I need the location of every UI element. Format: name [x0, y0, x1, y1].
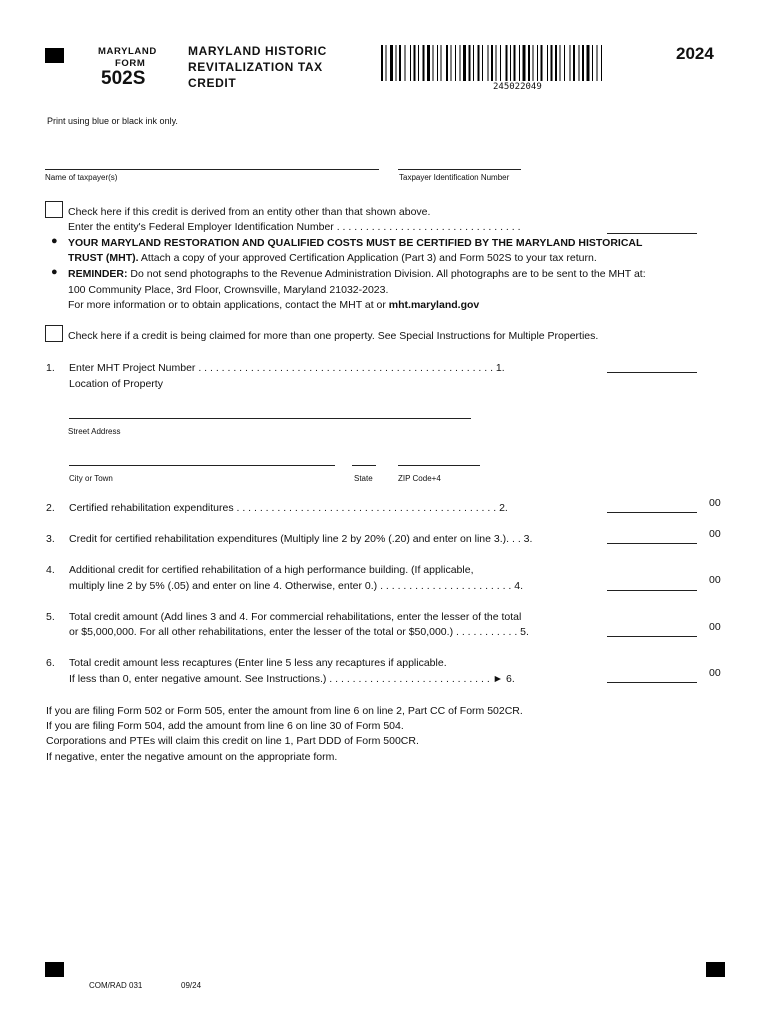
line-1-text: Enter MHT Project Number . . . . . . . . . . . . . . . . . . . . . . . . . . . . . . . . . . . . . . . . . . . . . . . . . . . 1. [69, 362, 505, 374]
location-label: Location of Property [69, 378, 163, 390]
zip-input[interactable] [398, 451, 480, 466]
registration-mark-top-left [45, 48, 64, 63]
line-2-amount-input[interactable] [607, 498, 697, 513]
line-2-number: 2. [46, 502, 55, 514]
bullet-2-line-1 [68, 267, 646, 283]
form-date: 09/24 [181, 981, 202, 990]
line-5-amount-input[interactable] [607, 622, 697, 637]
line-6-amount-input[interactable] [607, 668, 697, 683]
street-address-input[interactable] [69, 404, 471, 419]
mht-project-number-input[interactable] [607, 358, 697, 373]
form-title-line-3: CREDIT [188, 76, 237, 90]
line-4-text-b: multiply line 2 by 5% (.05) and enter on line 4. Otherwise, enter 0.) . . . . . . . . . . . . . . . . . . . . . . . 4. [69, 580, 524, 592]
line-4-number: 4. [46, 564, 55, 576]
tax-year: 2024 [676, 44, 714, 63]
print-note: Print using blue or black ink only. [47, 116, 178, 126]
taxpayer-id-input[interactable] [398, 155, 521, 170]
bullet-2: ● [51, 266, 58, 278]
line-5-text-a: Total credit amount (Add lines 3 and 4. For commercial rehabilitations, enter the lesser of the total [69, 611, 522, 623]
line-6-cents: 00 [709, 667, 721, 679]
entity-checkbox[interactable] [45, 201, 63, 218]
line-6-number: 6. [46, 657, 55, 669]
line-3-amount-input[interactable] [607, 529, 697, 544]
form-title-line-2: REVITALIZATION TAX [188, 60, 323, 74]
line-4-cents: 00 [709, 574, 721, 586]
state-label: State [354, 474, 373, 483]
barcode [381, 45, 657, 81]
bullet-1-rest: Attach a copy of your approved Certification Application (Part 3) and Form 502S to your tax return. [138, 252, 597, 264]
note-4: If negative, enter the negative amount on the appropriate form. [46, 751, 338, 763]
note-2: If you are filing Form 504, add the amount from line 6 on line 30 of Form 504. [46, 720, 404, 732]
line-3-text: Credit for certified rehabilitation expenditures (Multiply line 2 by 20% (.20) and enter on line 3.). . . 3. [69, 533, 533, 545]
entity-check-label: Check here if this credit is derived from an entity other than that shown above. [68, 206, 431, 218]
multi-property-checkbox[interactable] [45, 325, 63, 342]
form-number: 502S [101, 68, 146, 89]
note-3: Corporations and PTEs will claim this credit on line 1, Part DDD of Form 500CR. [46, 735, 419, 747]
barcode-number: 245022049 [493, 82, 542, 92]
bullet-1-line-2 [68, 251, 597, 267]
form-title-line-1: MARYLAND HISTORIC [188, 44, 327, 58]
mht-link[interactable]: mht.maryland.gov [388, 299, 480, 311]
street-address-label: Street Address [68, 427, 121, 436]
taxpayer-name-label: Name of taxpayer(s) [45, 173, 118, 182]
zip-label: ZIP Code+4 [398, 474, 441, 483]
bullet-1-bold: YOUR MARYLAND RESTORATION AND QUALIFIED COSTS MUST BE CERTIFIED BY THE MARYLAND HISTORICAL [68, 237, 643, 249]
fein-input[interactable] [607, 219, 697, 234]
bullet-2-rest: Do not send photographs to the Revenue Administration Division. All photographs are to be sent to the MHT at: [127, 268, 646, 280]
line-2-text: Certified rehabilitation expenditures . . . . . . . . . . . . . . . . . . . . . . . . . . . . . . . . . . . . . . . . . . . . . 2. [69, 502, 508, 514]
form-code: COM/RAD 031 [89, 981, 143, 990]
line-5-text-b: or $5,000,000. For all other rehabilitations, enter the lesser of the total or $50,000.) . . . . . . . . . . . 5. [69, 626, 529, 638]
bullet-2-bold: REMINDER: [68, 268, 128, 280]
bullet-1-bold-2: TRUST (MHT). [68, 252, 139, 264]
taxpayer-name-input[interactable] [45, 155, 379, 170]
bullet-2-line-3-pre: For more information or to obtain applications, contact the MHT at or [68, 299, 389, 311]
form-prefix-maryland: MARYLAND [98, 46, 157, 57]
line-5-cents: 00 [709, 621, 721, 633]
line-5-number: 5. [46, 611, 55, 623]
bullet-1: ● [51, 235, 58, 247]
registration-mark-bottom-left [45, 962, 64, 977]
line-2-cents: 00 [709, 497, 721, 509]
line-4-text-a: Additional credit for certified rehabilitation of a high performance building. (If applicable, [69, 564, 474, 576]
state-input[interactable] [352, 451, 376, 466]
line-6-text-a: Total credit amount less recaptures (Enter line 5 less any recaptures if applicable. [69, 657, 447, 669]
city-label: City or Town [69, 474, 113, 483]
line-3-cents: 00 [709, 528, 721, 540]
multi-property-label: Check here if a credit is being claimed for more than one property. See Special Instructions for Multiple Properties. [68, 330, 599, 342]
form-prefix-form: FORM [115, 58, 146, 69]
fein-label: Enter the entity's Federal Employer Identification Number . . . . . . . . . . . . . . . . . . . . . . . . . . . . . . . . [68, 221, 521, 233]
note-1: If you are filing Form 502 or Form 505, enter the amount from line 6 on line 2, Part CC of Form 502CR. [46, 705, 523, 717]
line-6-text-b: If less than 0, enter negative amount. See Instructions.) . . . . . . . . . . . . . . . . . . . . . . . . . . . . ► 6. [69, 673, 515, 685]
bullet-2-line-3 [68, 298, 479, 314]
city-input[interactable] [69, 451, 335, 466]
bullet-2-line-2: 100 Community Place, 3rd Floor, Crownsville, Maryland 21032-2023. [68, 284, 389, 296]
line-4-amount-input[interactable] [607, 576, 697, 591]
line-1-number: 1. [46, 362, 55, 374]
taxpayer-id-label: Taxpayer Identification Number [399, 173, 510, 182]
line-3-number: 3. [46, 533, 55, 545]
registration-mark-bottom-right [706, 962, 725, 977]
